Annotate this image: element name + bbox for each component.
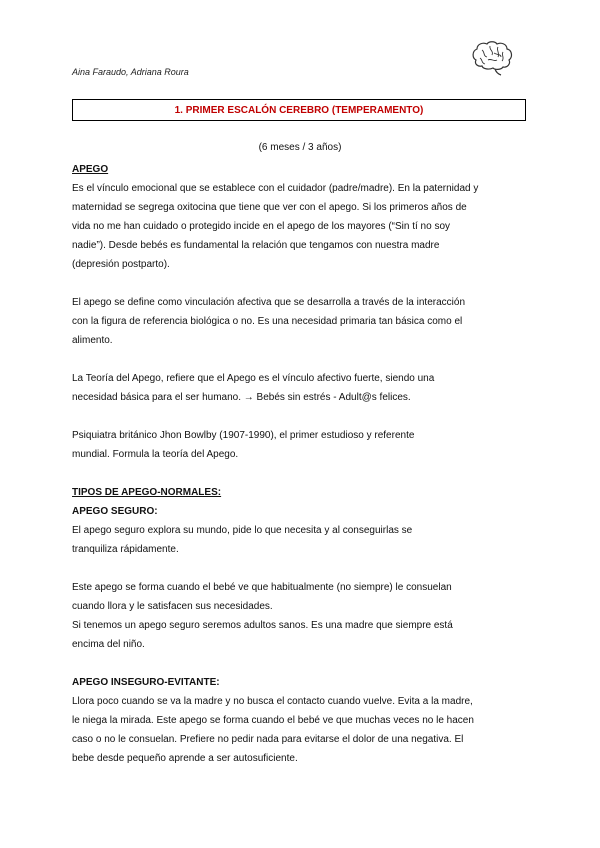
text-line: El apego seguro explora su mundo, pide lo que necesita y al conseguirlas se bbox=[72, 525, 413, 536]
text-line: mundial. Formula la teoría del Apego. bbox=[72, 449, 239, 460]
text-line: encima del niño. bbox=[72, 639, 145, 650]
paragraph-bowlby bbox=[72, 426, 528, 464]
text-line: Psiquiatra británico Jhon Bowlby (1907-1990), el primer estudioso y referente bbox=[72, 430, 415, 441]
text-line: (depresión postparto). bbox=[72, 259, 170, 270]
text-line: vida no me han cuidado o protegido incide en el apego de los mayores (“Sin tí no soy bbox=[72, 221, 451, 232]
text-line: necesidad básica para el ser humano. → Bebés sin estrés - Adult@s felices. bbox=[72, 392, 411, 403]
section-heading-apego: APEGO bbox=[72, 164, 109, 175]
paragraph-seguro-explora bbox=[72, 521, 528, 559]
paragraph-apego-vinculacion bbox=[72, 293, 528, 350]
text-line: Llora poco cuando se va la madre y no busca el contacto cuando vuelve. Evita a la madre, bbox=[72, 696, 473, 707]
text-line: Es el vínculo emocional que se establece con el cuidador (padre/madre). En la paternidad y bbox=[72, 183, 479, 194]
paragraph-apego-definition bbox=[72, 179, 528, 274]
text-line: le niega la mirada. Este apego se forma cuando el bebé ve que muchas veces no le hacen bbox=[72, 715, 474, 726]
paragraph-seguro-forma bbox=[72, 578, 528, 654]
section-heading-tipos: TIPOS DE APEGO-NORMALES: bbox=[72, 487, 222, 498]
text-line: El apego se define como vinculación afectiva que se desarrolla a través de la interacción bbox=[72, 297, 466, 308]
paragraph-evitante bbox=[72, 692, 528, 768]
text-line: Este apego se forma cuando el bebé ve que habitualmente (no siempre) le consuelan bbox=[72, 582, 452, 593]
subheading-apego-evitante: APEGO INSEGURO-EVITANTE: bbox=[72, 677, 220, 688]
document-body bbox=[72, 160, 528, 768]
text-line: caso o no le consuelan. Prefiere no pedir nada para evitarse el dolor de una negativa. El bbox=[72, 734, 464, 745]
text-line: bebe desde pequeño aprende a ser autosuficiente. bbox=[72, 753, 298, 764]
authors-header: Aina Faraudo, Adriana Roura bbox=[72, 67, 189, 77]
text-line: maternidad se segrega oxitocina que tiene que ver con el apego. Si los primeros años de bbox=[72, 202, 467, 213]
text-line: con la figura de referencia biológica o no. Es una necesidad primaria tan básica como el bbox=[72, 316, 463, 327]
text-line: cuando llora y le satisfacen sus necesidades. bbox=[72, 601, 273, 612]
brain-icon bbox=[468, 38, 516, 78]
text-line: nadie”). Desde bebés es fundamental la relación que tengamos con nuestra madre bbox=[72, 240, 440, 251]
paragraph-teoria-apego bbox=[72, 369, 528, 407]
text-line: alimento. bbox=[72, 335, 113, 346]
text-line: tranquiliza rápidamente. bbox=[72, 544, 179, 555]
text-line: Si tenemos un apego seguro seremos adultos sanos. Es una madre que siempre está bbox=[72, 620, 453, 631]
page-title: 1. PRIMER ESCALÓN CEREBRO (TEMPERAMENTO) bbox=[72, 99, 526, 121]
subheading-apego-seguro: APEGO SEGURO: bbox=[72, 506, 158, 517]
text-line: La Teoría del Apego, refiere que el Apego es el vínculo afectivo fuerte, siendo una bbox=[72, 373, 435, 384]
age-range: (6 meses / 3 años) bbox=[258, 142, 342, 153]
